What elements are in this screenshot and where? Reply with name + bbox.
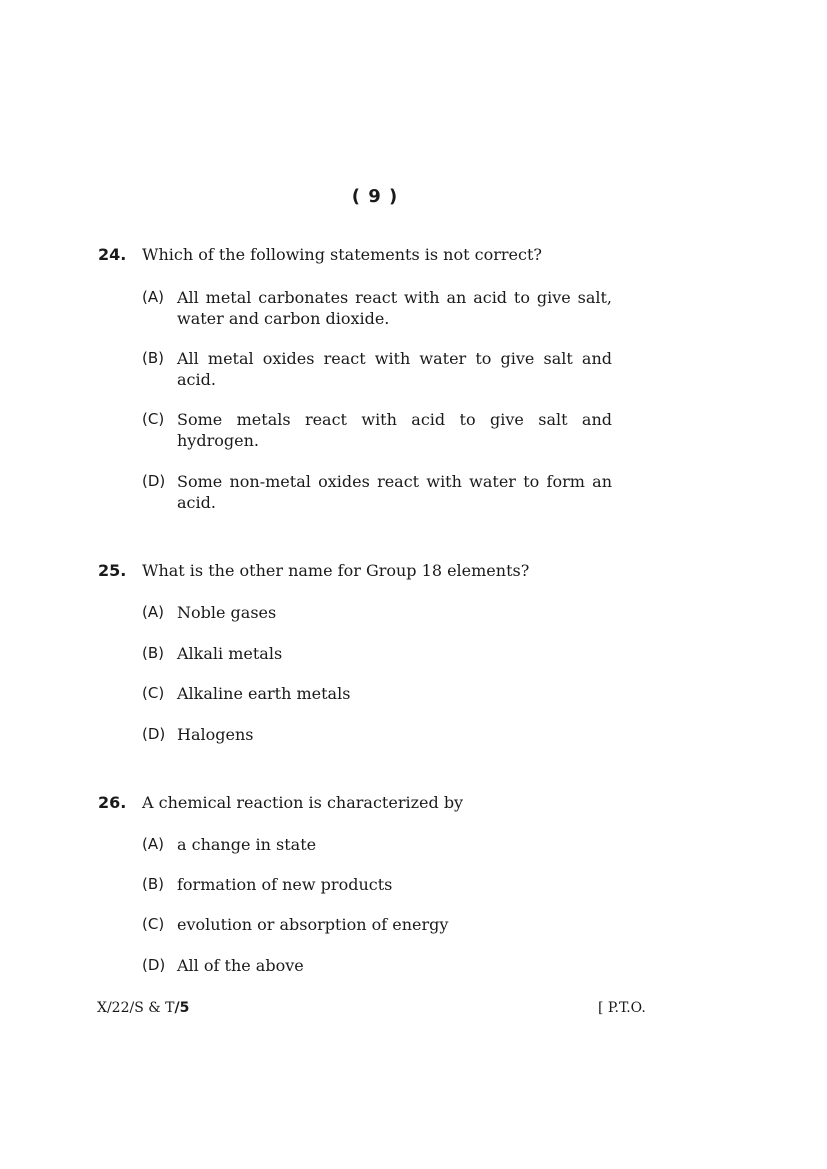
option-b [142, 348, 612, 390]
question-stem [98, 245, 618, 267]
option-text: evolution or absorption of energy [177, 915, 449, 934]
page-number: ( 9 ) [351, 186, 399, 207]
option-letter: (D) [142, 956, 166, 974]
question-text: Which of the following statements is not correct? [142, 245, 542, 264]
option-text: Noble gases [177, 603, 277, 622]
option-a [142, 287, 612, 329]
question-stem [98, 561, 618, 583]
paper-code [97, 1000, 189, 1016]
option-d [142, 471, 612, 513]
option-letter: (C) [142, 915, 165, 933]
option-c [142, 409, 612, 451]
option-letter: (A) [142, 288, 164, 306]
option-text: Some non-metal oxides react with water to form an acid. [177, 472, 612, 512]
pto-label: [ P.T.O. [598, 1000, 646, 1016]
question-25 [98, 561, 618, 744]
option-letter: (C) [142, 684, 165, 702]
question-text: What is the other name for Group 18 elements? [142, 561, 530, 580]
option-letter: (B) [142, 644, 164, 662]
option-letter: (A) [142, 603, 164, 621]
option-letter: (A) [142, 835, 164, 853]
question-text: A chemical reaction is characterized by [142, 793, 464, 812]
option-letter: (B) [142, 349, 164, 367]
option-letter: (D) [142, 472, 166, 490]
option-d [142, 955, 612, 976]
question-number: 26. [98, 793, 127, 812]
paper-code-suffix: /5 [174, 1000, 190, 1016]
option-a [142, 602, 612, 623]
question-stem [98, 793, 618, 815]
option-text: Alkaline earth metals [177, 684, 351, 703]
option-text: a change in state [177, 835, 317, 854]
option-text: formation of new products [177, 875, 393, 894]
option-a [142, 834, 612, 855]
option-text: Halogens [177, 725, 254, 744]
question-24 [98, 245, 618, 512]
option-letter: (C) [142, 410, 165, 428]
option-letter: (B) [142, 875, 164, 893]
option-c [142, 914, 612, 935]
option-d [142, 724, 612, 745]
option-text: All metal carbonates react with an acid to give salt, water and carbon dioxide. [177, 288, 612, 328]
option-text: All of the above [177, 956, 304, 975]
option-c [142, 683, 612, 704]
option-b [142, 874, 612, 895]
option-text: Alkali metals [177, 644, 283, 663]
option-b [142, 643, 612, 664]
option-text: Some metals react with acid to give salt and hydrogen. [177, 410, 612, 450]
question-26 [98, 793, 618, 975]
paper-code-prefix: X/22/S & T [97, 1000, 175, 1016]
option-text: All metal oxides react with water to give salt and acid. [177, 349, 612, 389]
option-letter: (D) [142, 725, 166, 743]
question-number: 25. [98, 561, 127, 580]
question-number: 24. [98, 245, 127, 264]
